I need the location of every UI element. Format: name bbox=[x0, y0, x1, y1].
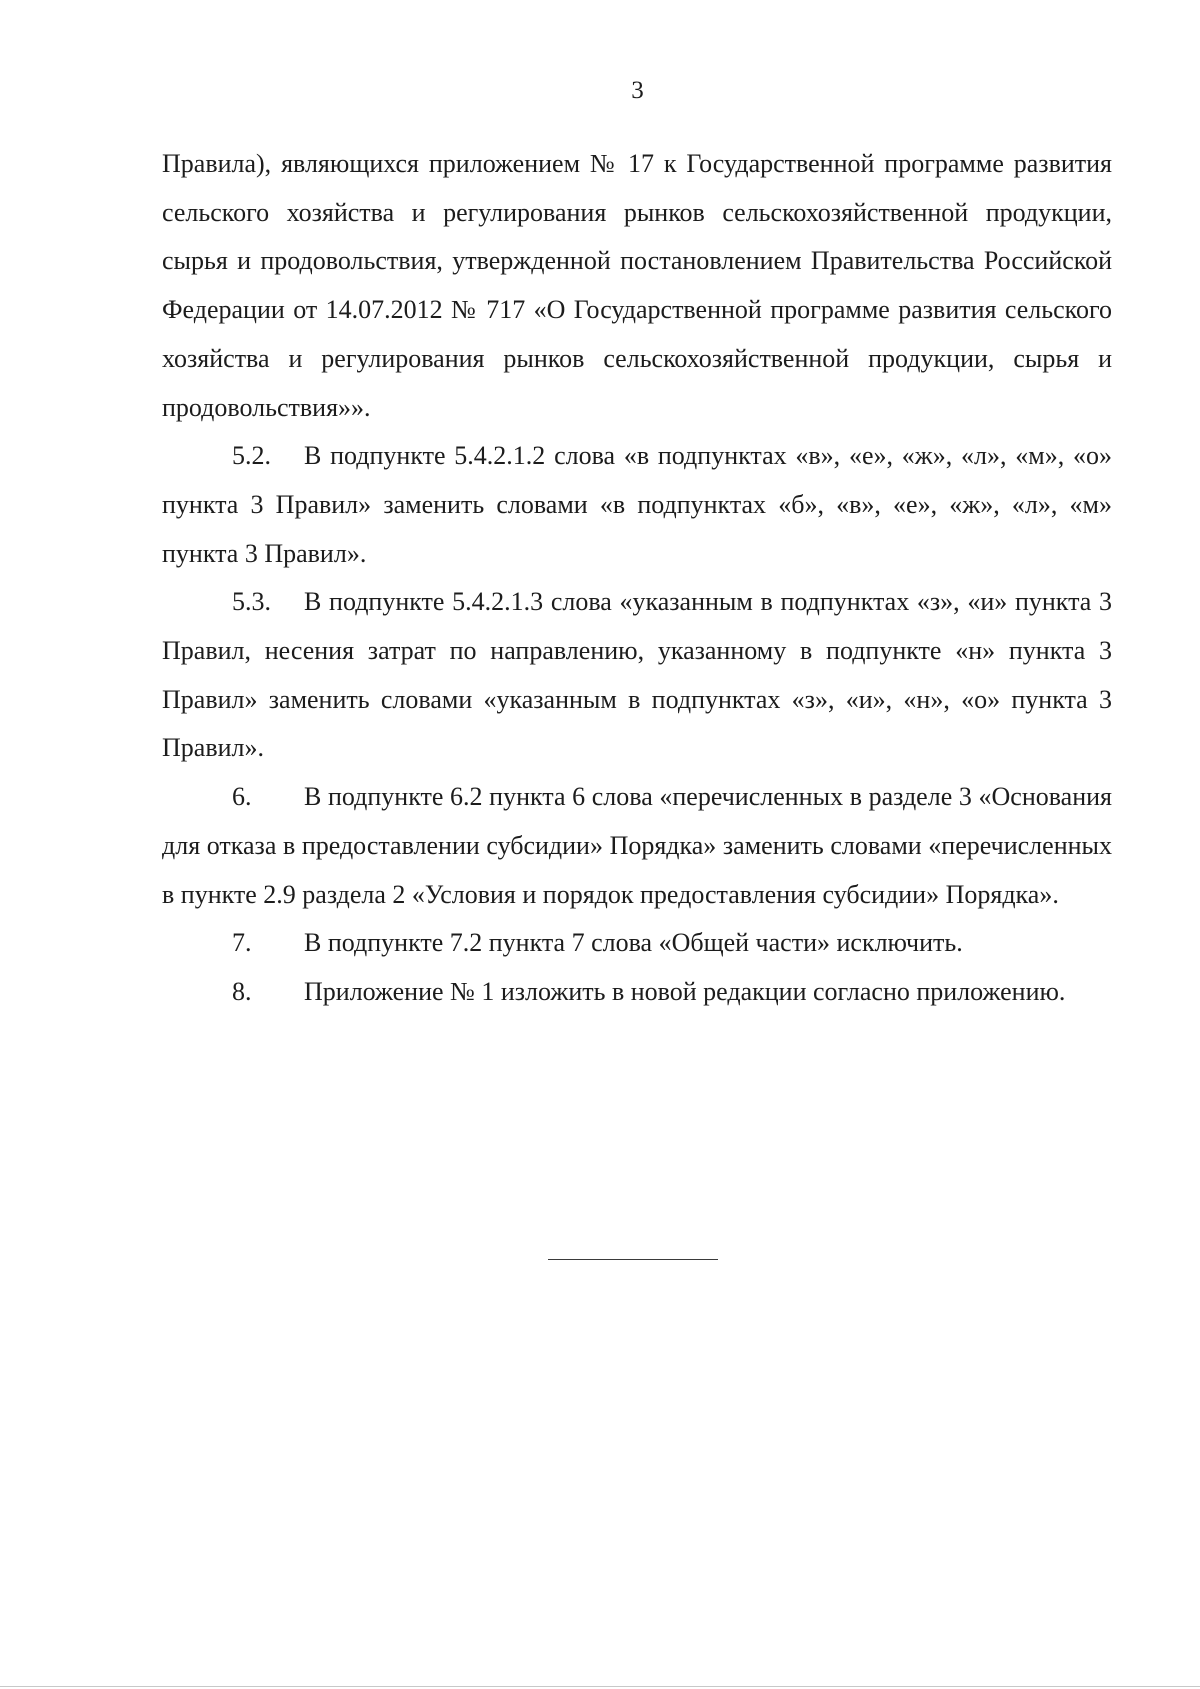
paragraph-continuation: Правила), являющихся приложением № 17 к Государственной программе развития сельского хозяйства и регулирования рынков сельскохозяйственной продукции, сырья и продовольствия, утвержденной постановлением Правительства Российской Федерации от 14.07.2012 № 717 «О Государственной программе развития сельского хозяйства и регулирования рынков сельскохозяйственной продукции, сырья и продовольствия»». bbox=[162, 149, 1112, 422]
paragraph-item-5-3 bbox=[162, 578, 1112, 773]
item-text: В подпункте 5.4.2.1.2 слова «в подпунктах «в», «е», «ж», «л», «м», «о» пункта 3 Правил» заменить словами «в подпунктах «б», «в», «е», «ж», «л», «м» пункта 3 Правил». bbox=[162, 441, 1112, 568]
paragraph-item-5-2 bbox=[162, 432, 1112, 578]
item-number: 5.2. bbox=[232, 441, 271, 471]
page-number: 3 bbox=[631, 77, 644, 104]
paragraph-item-8 bbox=[162, 968, 1112, 1017]
paragraph-item-7 bbox=[162, 919, 1112, 968]
item-number: 8. bbox=[232, 976, 252, 1006]
item-text: В подпункте 5.4.2.1.3 слова «указанным в подпунктах «з», «и» пункта 3 Правил, несения затрат по направлению, указанному в подпункте «н» пункта 3 Правил» заменить словами «указанным в подпунктах «з», «и», «н», «о» пункта 3 Правил». bbox=[162, 587, 1112, 763]
end-separator-line bbox=[548, 1259, 718, 1260]
item-text: В подпункте 7.2 пункта 7 слова «Общей части» исключить. bbox=[304, 928, 963, 958]
item-text: В подпункте 6.2 пункта 6 слова «перечисленных в разделе 3 «Основания для отказа в предоставлении субсидии» Порядка» заменить словами «перечисленных в пункте 2.9 раздела 2 «Условия и порядок предоставления субсидии» Порядка». bbox=[162, 782, 1112, 909]
item-number: 5.3. bbox=[232, 587, 271, 617]
item-text: Приложение № 1 изложить в новой редакции согласно приложению. bbox=[304, 976, 1066, 1006]
item-number: 7. bbox=[232, 928, 252, 958]
document-body bbox=[162, 140, 1112, 1017]
scan-bottom-edge bbox=[0, 1686, 1200, 1687]
item-number: 6. bbox=[232, 782, 252, 812]
paragraph-item-6 bbox=[162, 773, 1112, 919]
